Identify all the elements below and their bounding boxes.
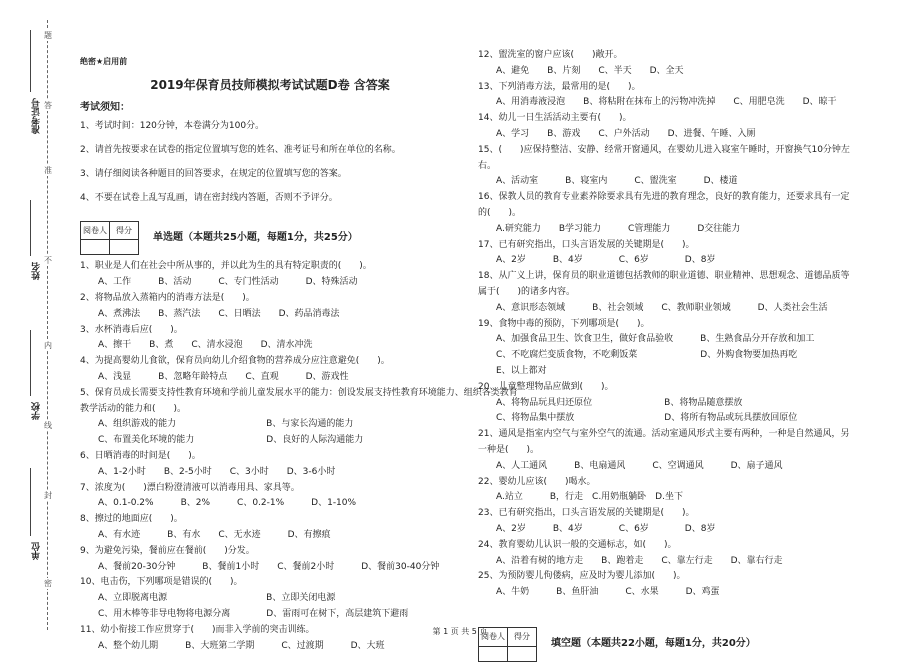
mark-7: 封 xyxy=(44,491,52,500)
question-options: A、2岁 B、4岁 C、6岁 D、8岁 xyxy=(496,523,716,534)
notice-item: 3、请仔细阅读各种题目的回答要求，在规定的位置填写您的答案。 xyxy=(80,168,347,179)
section-title: 单选题（本题共25小题，每题1分，共25分） xyxy=(153,232,358,244)
question-options: C、不吃腐烂变质食物，不吃剩饭菜 D、外购食物要加热再吃 xyxy=(496,350,798,361)
section-header xyxy=(80,221,460,256)
question-options: A、意识形态领域 B、社会领域 C、教师职业领域 D、人类社会生活 xyxy=(496,302,828,313)
right-column xyxy=(478,48,883,666)
question-text: 10、电击伤，下列哪项是错误的( )。 xyxy=(80,577,243,588)
question-text: 25、为预防婴儿佝偻病，应及时为婴儿添加( )。 xyxy=(478,571,686,582)
question-text: 24、教育婴幼儿认识一般的交通标志，如( )。 xyxy=(478,539,677,550)
question-options: A、立即脱离电源 B、立即关闭电源 xyxy=(98,593,336,604)
page-title: 2019年保育员技师模拟考试试题D卷 含答案 xyxy=(150,77,390,92)
question-options: A.研究能力 B学习能力 C管理能力 D交往能力 xyxy=(496,223,741,234)
question-text: 19、食物中毒的预防，下列哪项是( )。 xyxy=(478,318,650,329)
question-text: 属于( )的诸多内容。 xyxy=(478,286,576,297)
question-text: 教学活动的能力和( )。 xyxy=(80,403,187,414)
notice-item: 1、考试时间：120分钟，本卷满分为100分。 xyxy=(80,121,265,132)
question-options: A、加强食品卫生、饮食卫生，做好食品验收 B、生熟食品分开存放和加工 xyxy=(496,334,815,345)
score-label: 得分 xyxy=(110,221,139,240)
question-options: A、2岁 B、4岁 C、6岁 D、8岁 xyxy=(496,255,716,266)
notice-heading: 考试须知： xyxy=(80,101,130,113)
question-text: 的( )。 xyxy=(478,207,522,218)
question-options: A.站立 B，行走 C.用奶瓶躺卧 D.坐下 xyxy=(496,492,683,503)
question-text: 12、盥洗室的窗户应该( )敞开。 xyxy=(478,50,623,60)
score-cell[interactable] xyxy=(110,240,139,255)
question-text: 5、保育员成长需要支持性教育环境和学前儿童发展水平的能力：创设发展支持性教育环境能力、组织各类教育 xyxy=(80,387,518,398)
question-options: A、沿着有树的地方走 B、跑着走 C、靠左行走 D、靠右行走 xyxy=(496,555,783,566)
notice-item: 2、请首先按要求在试卷的指定位置填写您的姓名、准考证号和所在单位的名称。 xyxy=(80,145,401,156)
question-options: C、将物品集中摆放 D、将所有物品或玩具摆放回原位 xyxy=(496,413,798,424)
question-options: A、擦干 B、煮 C、清水浸泡 D、清水冲洗 xyxy=(98,340,313,351)
question-text: 3、水杯消毒后应( )。 xyxy=(80,324,183,335)
mark-4: 不 xyxy=(44,256,52,265)
page-footer: 第 1 页 共 5 页 xyxy=(432,627,488,636)
label-name: 姓名 xyxy=(32,262,42,280)
reviewer-cell[interactable] xyxy=(81,240,110,255)
score-cell[interactable] xyxy=(508,646,537,661)
reviewer-cell[interactable] xyxy=(479,646,508,661)
question-text: 21、通风是指室内空气与室外空气的流通。活动室通风形式主要有两种，一种是自然通风，另 xyxy=(478,429,850,440)
question-text: 22、婴幼儿应该( )喝水。 xyxy=(478,476,596,487)
unit-line xyxy=(30,468,31,536)
question-text: 13、下列消毒方法，最常用的是( )。 xyxy=(478,81,641,92)
reviewer-label: 阅卷人 xyxy=(479,627,508,646)
label-school: 学校 xyxy=(32,402,42,420)
question-options: A、0.1-0.2% B、2% C、0.2-1% D、1-10% xyxy=(98,498,357,509)
question-options: A、有水迹 B、有水 C、无水迹 D、有擦痕 xyxy=(98,529,331,540)
question-text: 23、已有研究指出，口头言语发展的关键期是( )。 xyxy=(478,508,695,519)
question-options: A、将物品玩具归还原位 B、将物品随意摆放 xyxy=(496,397,743,408)
school-line xyxy=(30,330,31,396)
reviewer-label: 阅卷人 xyxy=(81,221,110,240)
question-options: A、用消毒液浸泡 B、将粘附在抹布上的污物冲洗掉 C、用肥皂洗 D、晾干 xyxy=(496,97,837,108)
seal-line xyxy=(47,20,48,630)
mark-8: 密 xyxy=(44,579,52,588)
question-options: A、浅显 B、忽略年龄特点 C、直观 D、游戏性 xyxy=(98,371,349,382)
question-text: 17、已有研究指出，口头言语发展的关键期是( )。 xyxy=(478,239,695,250)
mark-6: 线 xyxy=(44,421,52,430)
question-options: A、避免 B、片刻 C、半天 D、全天 xyxy=(496,65,684,76)
binding-margin xyxy=(0,0,62,650)
question-text: 15、( )应保持整洁、安静、经常开窗通风，在婴幼儿进入寝室午睡时，开窗换气10分钟左 xyxy=(478,144,850,155)
question-text: 8、擦过的地面应( )。 xyxy=(80,514,183,525)
question-options: A、餐前20-30分钟 B、餐前1小时 C、餐前2小时 D、餐前30-40分钟 xyxy=(98,561,440,572)
section-title: 填空题（本题共22小题，每题1分，共20分） xyxy=(551,638,756,650)
label-exam-number: 准考证号 xyxy=(32,98,42,134)
question-options: C、用木棒等非导电物将电源分离 D、雷雨可在树下，高层建筑下避雨 xyxy=(98,608,409,619)
question-text: 14、幼儿一日生活活动主要有( )。 xyxy=(478,113,632,124)
question-text: 20、儿童整理物品应做到( )。 xyxy=(478,381,614,392)
question-options: A、学习 B、游戏 C、户外活动 D、进餐、午睡、入厕 xyxy=(496,128,756,139)
label-unit: 单位 xyxy=(32,542,42,560)
question-text: 18、从广义上讲，保育员的职业道德包括教师的职业道德、职业精神、思想观念、道德品质等 xyxy=(478,271,850,282)
question-text: 7、浓度为( )漂白粉澄清液可以消毒用具、家具等。 xyxy=(80,482,300,493)
question-text: 16、保教人员的教育专业素养除要求具有先进的教育理念，良好的教育能力，还要求具有一定 xyxy=(478,192,850,203)
question-options: A、煮沸法 B、蒸汽法 C、日晒法 D、药品消毒法 xyxy=(98,308,340,319)
mark-5: 内 xyxy=(44,341,52,350)
score-box xyxy=(80,221,139,256)
question-options: C、布置美化环境的能力 D、良好的人际沟通能力 xyxy=(98,435,364,446)
question-options: A、整个幼儿期 B、大班第二学期 C、过渡期 D、大班 xyxy=(98,640,385,651)
question-text: 11、幼小衔接工作应贯穿于( )而非入学前的突击训练。 xyxy=(80,624,315,635)
name-line xyxy=(30,200,31,256)
question-text: 4、为提高婴幼儿食欲，保育员向幼儿介绍食物的营养成分应注意避免( )。 xyxy=(80,356,390,367)
exam-number-line xyxy=(30,30,31,92)
question-text: 右。 xyxy=(478,160,497,171)
question-options: A、活动室 B、寝室内 C、盥洗室 D、楼道 xyxy=(496,176,738,187)
mark-2: 答 xyxy=(44,101,52,110)
question-options: E、以上都对 xyxy=(496,365,547,376)
question-list xyxy=(478,48,883,601)
question-options: A、人工通风 B、电扇通风 C、空调通风 D、扇子通风 xyxy=(496,460,783,471)
mark-3: 准 xyxy=(44,166,52,175)
mark-1: 题 xyxy=(44,31,52,40)
question-text: 6、日晒消毒的时间是( )。 xyxy=(80,450,201,461)
score-label: 得分 xyxy=(508,627,537,646)
question-text: 一种是( )。 xyxy=(478,444,540,455)
question-options: A、组织游戏的能力 B、与家长沟通的能力 xyxy=(98,419,354,430)
question-options: A、1-2小时 B、2-5小时 C、3小时 D、3-6小时 xyxy=(98,466,336,477)
question-text: 9、为避免污染，餐前应在餐前( )分发。 xyxy=(80,545,255,556)
question-text: 1、职业是人们在社会中所从事的，并以此为生的具有特定职责的( )。 xyxy=(80,261,372,272)
question-options: A、工作 B、活动 C、专门性活动 D、特殊活动 xyxy=(98,277,358,288)
question-options: A、牛奶 B、鱼肝油 C、水果 D、鸡蛋 xyxy=(496,587,720,598)
question-text: 2、将物品放入蒸箱内的消毒方法是( )。 xyxy=(80,292,255,303)
notice-item: 4、不要在试卷上乱写乱画，请在密封线内答题，否则不予评分。 xyxy=(80,192,338,203)
secret-label: 绝密★启用前 xyxy=(80,57,128,66)
